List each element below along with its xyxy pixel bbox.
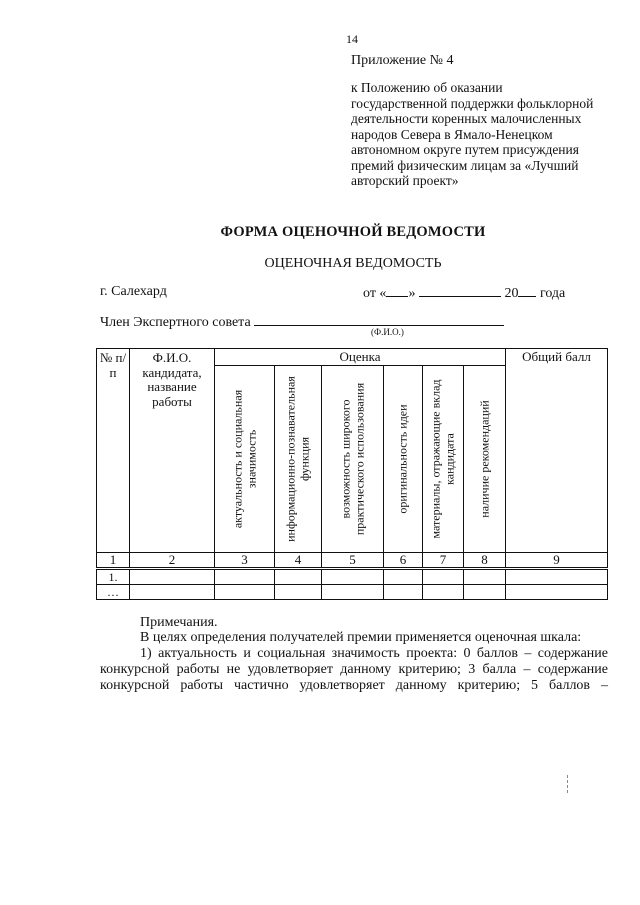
table-cell[interactable] bbox=[130, 585, 215, 600]
table-cell[interactable] bbox=[322, 585, 384, 600]
appendix-title: Приложение № 4 bbox=[351, 53, 454, 68]
date-mid: » bbox=[408, 286, 416, 301]
row-number: … bbox=[97, 585, 130, 600]
sheet-title: ОЦЕНОЧНАЯ ВЕДОМОСТЬ bbox=[264, 256, 442, 271]
table-cell[interactable] bbox=[506, 569, 608, 585]
month-blank[interactable] bbox=[419, 284, 501, 297]
table-cell[interactable] bbox=[215, 585, 275, 600]
table-cell[interactable] bbox=[423, 585, 464, 600]
col-number: 9 bbox=[506, 553, 608, 569]
year-suffix: года bbox=[539, 286, 566, 301]
header-total: Общий балл bbox=[506, 349, 608, 553]
header-fio: Ф.И.О. кандидата, название работы bbox=[130, 349, 215, 553]
col-number: 7 bbox=[423, 553, 464, 569]
table-row bbox=[97, 585, 608, 600]
col-number: 8 bbox=[464, 553, 506, 569]
table-cell[interactable] bbox=[275, 569, 322, 585]
notes-title: Примечания. bbox=[140, 615, 218, 630]
day-blank[interactable] bbox=[386, 284, 408, 297]
appendix-body: к Положению об оказании государственной поддержки фольклорной деятельности коренных малочисленных народов Севера в Ямало-Ненецком автономном округе путем присуждения премий физическим лицам за «Лучший авторский проект» bbox=[351, 80, 594, 188]
table-row bbox=[97, 569, 608, 585]
criterion-relevance: актуальность и социальная значимость bbox=[215, 366, 275, 553]
header-score-group: Оценка bbox=[215, 349, 506, 366]
margin-mark bbox=[567, 775, 570, 793]
criterion-informational: информационно-познавательная функция bbox=[275, 366, 322, 553]
table-cell[interactable] bbox=[384, 569, 423, 585]
member-label: Член Экспертного совета bbox=[100, 315, 251, 330]
table-cell[interactable] bbox=[322, 569, 384, 585]
row-number: 1. bbox=[97, 569, 130, 585]
city-label: г. Салехард bbox=[100, 284, 167, 299]
table-cell[interactable] bbox=[506, 585, 608, 600]
member-line bbox=[100, 313, 504, 331]
table-cell[interactable] bbox=[275, 585, 322, 600]
table-cell[interactable] bbox=[464, 569, 506, 585]
fio-hint: (Ф.И.О.) bbox=[371, 327, 404, 337]
date-line bbox=[363, 284, 565, 302]
col-number: 5 bbox=[322, 553, 384, 569]
criterion-originality: оригинальность идеи bbox=[384, 366, 423, 553]
header-number: № п/п bbox=[97, 349, 130, 553]
criterion-contribution: материалы, отражающие вклад кандидата bbox=[423, 366, 464, 553]
evaluation-table bbox=[96, 348, 608, 600]
member-name-blank[interactable] bbox=[254, 313, 504, 326]
year-blank[interactable] bbox=[518, 284, 536, 297]
criterion-practical-use: возможность широкого практического использования bbox=[322, 366, 384, 553]
col-number: 4 bbox=[275, 553, 322, 569]
date-prefix: от « bbox=[363, 286, 387, 301]
table-cell[interactable] bbox=[130, 569, 215, 585]
notes-paragraph: В целях определения получателей премии применяется оценочная шкала: bbox=[140, 630, 582, 645]
column-numbers-row bbox=[97, 553, 608, 569]
col-number: 2 bbox=[130, 553, 215, 569]
table-cell[interactable] bbox=[215, 569, 275, 585]
table-cell[interactable] bbox=[384, 585, 423, 600]
notes-paragraph: 1) актуальность и социальная значимость проекта: 0 баллов – содержание конкурсной работы не удовлетворяет данному критерию; 3 балла – содержание конкурсной работы частично удовлетворяет данному критерию; 5 баллов – bbox=[100, 646, 608, 693]
page-number: 14 bbox=[346, 32, 358, 46]
table-cell[interactable] bbox=[464, 585, 506, 600]
col-number: 6 bbox=[384, 553, 423, 569]
col-number: 3 bbox=[215, 553, 275, 569]
year-prefix: 20 bbox=[504, 286, 519, 301]
form-title: ФОРМА ОЦЕНОЧНОЙ ВЕДОМОСТИ bbox=[220, 224, 486, 240]
criterion-recommendations: наличие рекомендаций bbox=[464, 366, 506, 553]
col-number: 1 bbox=[97, 553, 130, 569]
table-cell[interactable] bbox=[423, 569, 464, 585]
